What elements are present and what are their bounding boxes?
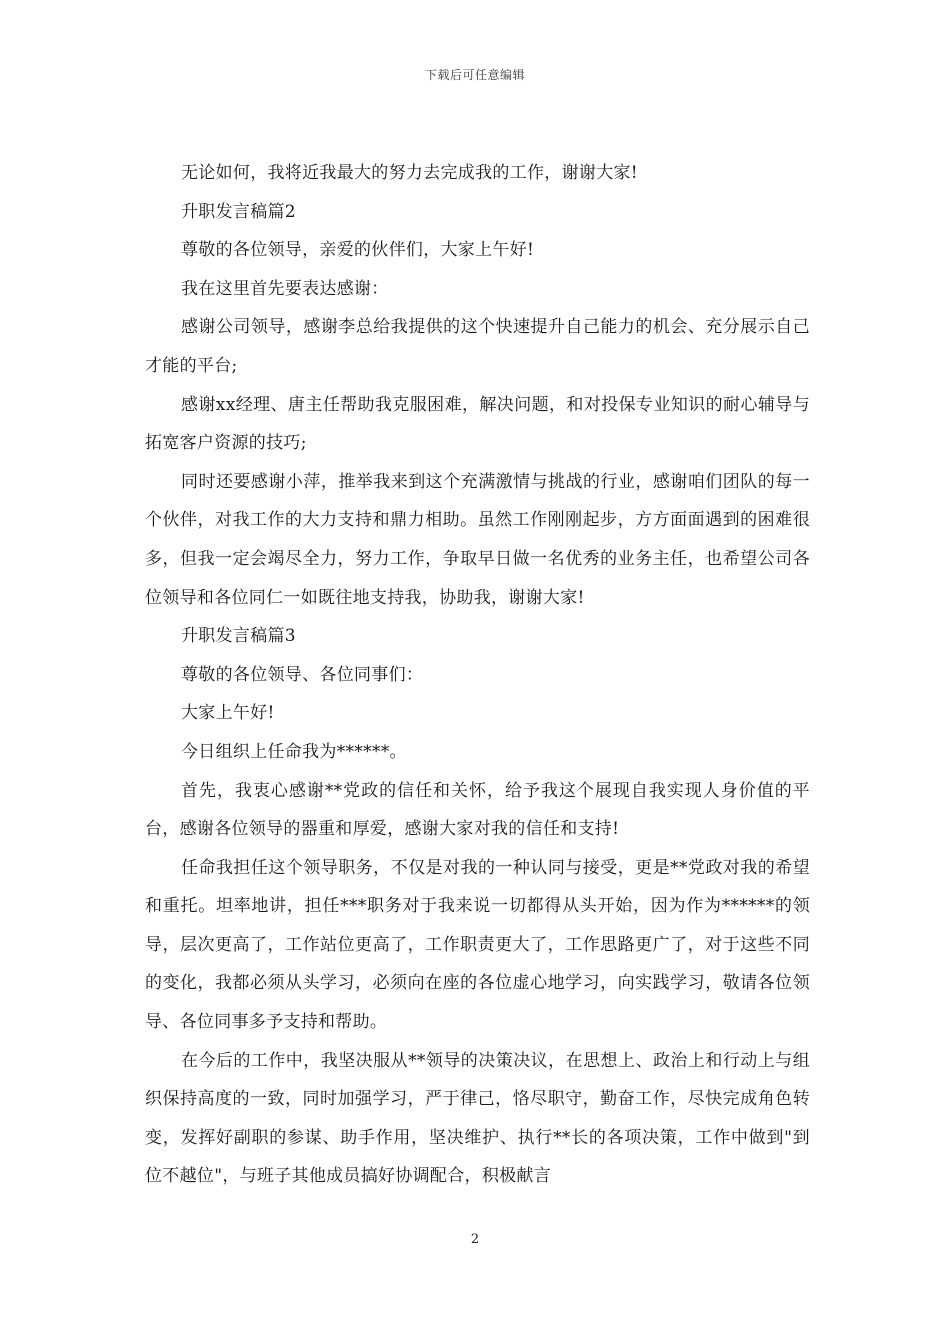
paragraph: 我在这里首先要表达感谢： <box>181 278 389 299</box>
paragraph: 感谢xx经理、唐主任帮助我克服困难，解决问题，和对投保专业知识的耐心辅导与拓宽客户资源的技巧; <box>145 394 810 454</box>
paragraph: 尊敬的各位领导、各位同事们： <box>181 664 424 685</box>
paragraph: 首先，我衷心感谢**党政的信任和关怀，给予我这个展现自我实现人身价值的平台，感谢各位领导的器重和厚爱，感谢大家对我的信任和支持! <box>145 780 810 840</box>
document-body <box>145 154 810 1196</box>
section-heading: 升职发言稿篇2 <box>181 201 296 222</box>
paragraph: 任命我担任这个领导职务，不仅是对我的一种认同与接受，更是**党政对我的希望和重托。坦率地讲，担任***职务对于我来说一切都得从头开始，因为作为******的领导，层次更高了，工作站位更高了，工作职责更大了，工作思路更广了，对于这些不同的变化，我都必须从头学习，必须向在座的各位虚心地学习，向实践学习，敬请各位领导、各位同事多予支持和帮助。 <box>145 857 810 1033</box>
page-number: 2 <box>470 1232 480 1247</box>
section-heading: 升职发言稿篇3 <box>181 626 296 647</box>
paragraph: 尊敬的各位领导，亲爱的伙伴们，大家上午好! <box>181 240 535 261</box>
paragraph: 大家上午好! <box>181 703 275 724</box>
paragraph: 无论如何，我将近我最大的努力去完成我的工作，谢谢大家! <box>181 163 638 183</box>
page-header: 下载后可任意编辑 <box>424 68 525 82</box>
paragraph: 感谢公司领导，感谢李总给我提供的这个快速提升自己能力的机会、充分展示自己才能的平台; <box>145 317 810 376</box>
paragraph: 同时还要感谢小萍，推举我来到这个充满激情与挑战的行业，感谢咱们团队的每一个伙伴，对我工作的大力支持和鼎力相助。虽然工作刚刚起步，方方面面遇到的困难很多，但我一定会竭尽全力，努力工作，争取早日做一名优秀的业务主任，也希望公司各位领导和各位同仁一如既往地支持我，协助我，谢谢大家! <box>145 471 810 608</box>
paragraph: 今日组织上任命我为******。 <box>181 741 407 762</box>
paragraph: 在今后的工作中，我坚决服从**领导的决策决议，在思想上、政治上和行动上与组织保持高度的一致，同时加强学习，严于律己，恪尽职守，勤奋工作，尽快完成角色转变，发挥好副职的参谋、助手作用，坚决维护、执行**长的各项决策，工作中做到"到位不越位"，与班子其他成员搞好协调配合，积极献言 <box>145 1050 810 1187</box>
